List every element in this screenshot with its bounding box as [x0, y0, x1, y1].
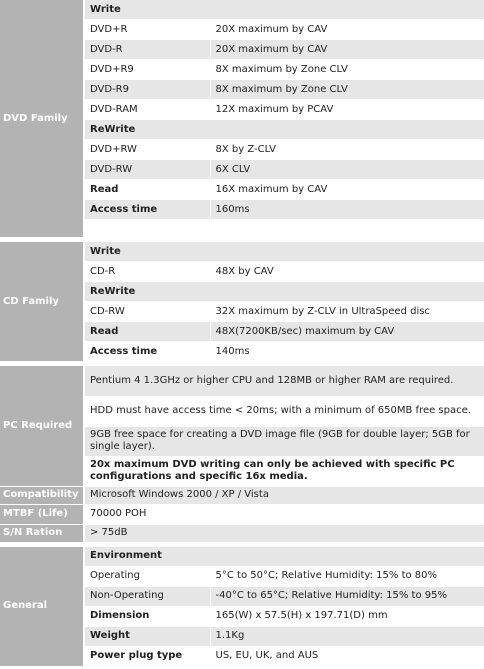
general-label: General — [0, 547, 84, 667]
pc-requirement: Pentium 4 1.3GHz or higher CPU and 128MB or higher RAM are required. — [84, 366, 484, 396]
sn-ratio-value: > 75dB — [84, 524, 484, 542]
dimension-label: Dimension — [84, 606, 210, 626]
media-name: DVD+R9 — [84, 60, 210, 80]
read-label: Read — [84, 322, 210, 342]
blank-row — [84, 220, 484, 238]
non-operating-value: -40°C to 65°C; Relative Humidity: 15% to 95% — [210, 586, 484, 606]
weight-value: 1.1Kg — [210, 626, 484, 646]
power-plug-label: Power plug type — [84, 646, 210, 666]
power-plug-value: US, EU, UK, and AUS — [210, 646, 484, 666]
compatibility-label: Compatibility — [0, 486, 84, 504]
read-value: 48X(7200KB/sec) maximum by CAV — [210, 322, 484, 342]
media-value: 20X maximum by CAV — [210, 40, 484, 60]
media-value: 12X maximum by PCAV — [210, 100, 484, 120]
media-name: CD-RW — [84, 302, 210, 322]
cd-write-header: Write — [84, 242, 484, 262]
cd-rewrite-header: ReWrite — [84, 282, 484, 302]
media-name: DVD-RAM — [84, 100, 210, 120]
media-value: 48X by CAV — [210, 262, 484, 282]
media-value: 6X CLV — [210, 160, 484, 180]
mtbf-label: MTBF (Life) — [0, 504, 84, 524]
media-value: 8X maximum by Zone CLV — [210, 80, 484, 100]
environment-header: Environment — [84, 547, 484, 567]
pc-note: 20x maximum DVD writing can only be achieved with specific PC configurations and specific 16x media. — [84, 456, 484, 486]
dimension-value: 165(W) x 57.5(H) x 197.71(D) mm — [210, 606, 484, 626]
dvd-rewrite-header: ReWrite — [84, 120, 484, 140]
media-name: DVD-R — [84, 40, 210, 60]
media-value: 8X by Z-CLV — [210, 140, 484, 160]
pc-requirement: HDD must have access time < 20ms; with a minimum of 650MB free space. — [84, 396, 484, 426]
sn-ratio-label: S/N Ration — [0, 524, 84, 542]
media-value: 32X maximum by Z-CLV in UltraSpeed disc — [210, 302, 484, 322]
media-name: DVD+RW — [84, 140, 210, 160]
media-name: CD-R — [84, 262, 210, 282]
media-name: DVD-R9 — [84, 80, 210, 100]
read-value: 16X maximum by CAV — [210, 180, 484, 200]
pc-requirement: 9GB free space for creating a DVD image file (9GB for double layer; 5GB for single layer). — [84, 426, 484, 456]
media-name: DVD+R — [84, 20, 210, 40]
pc-required-label: PC Required — [0, 366, 84, 486]
operating-label: Operating — [84, 566, 210, 586]
weight-label: Weight — [84, 626, 210, 646]
cd-family-label: CD Family — [0, 242, 84, 362]
mtbf-value: 70000 POH — [84, 504, 484, 524]
non-operating-label: Non-Operating — [84, 586, 210, 606]
dvd-family-label: DVD Family — [0, 0, 84, 238]
operating-value: 5°C to 50°C; Relative Humidity: 15% to 80% — [210, 566, 484, 586]
read-label: Read — [84, 180, 210, 200]
compatibility-value: Microsoft Windows 2000 / XP / Vista — [84, 486, 484, 504]
media-name: DVD-RW — [84, 160, 210, 180]
access-time-value: 160ms — [210, 200, 484, 220]
media-value: 8X maximum by Zone CLV — [210, 60, 484, 80]
access-time-value: 140ms — [210, 342, 484, 362]
dvd-write-header: Write — [84, 0, 484, 20]
access-time-label: Access time — [84, 342, 210, 362]
access-time-label: Access time — [84, 200, 210, 220]
media-value: 20X maximum by CAV — [210, 20, 484, 40]
